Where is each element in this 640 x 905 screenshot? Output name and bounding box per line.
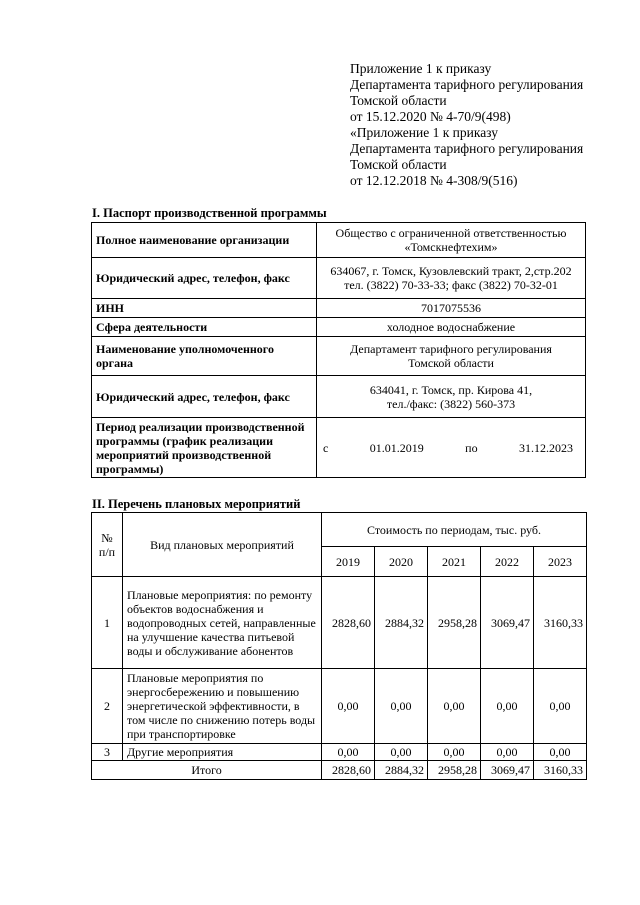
value-line: тел./факс: (3822) 560-373: [386, 396, 516, 411]
row-value: 0,00: [428, 744, 481, 761]
table-row: [92, 376, 586, 418]
row-value: 0,00: [534, 744, 587, 761]
row-label: Наименование уполномоченного органа: [92, 337, 317, 376]
header-name: Вид плановых мероприятий: [123, 513, 322, 577]
table-row: [92, 577, 587, 669]
header-year: 2020: [375, 547, 428, 577]
row-name: Другие мероприятия: [123, 744, 322, 761]
header-year: 2023: [534, 547, 587, 577]
row-value: [317, 223, 586, 258]
table-row: [92, 318, 586, 337]
header-num: № п/п: [92, 513, 123, 577]
row-label: Сфера деятельности: [92, 318, 317, 337]
header-cost: Стоимость по периодам, тыс. руб.: [322, 513, 587, 547]
row-value: 0,00: [322, 744, 375, 761]
row-value: [317, 376, 586, 418]
value-line: 634041, г. Томск, пр. Кирова 41,: [369, 382, 533, 397]
period-from-date: 01.01.2019: [369, 440, 424, 455]
total-value: 2828,60: [322, 761, 375, 780]
passport-table: [91, 222, 586, 478]
row-label: Юридический адрес, телефон, факс: [92, 258, 317, 299]
table-row: [92, 223, 586, 258]
table-row: [92, 669, 587, 744]
table-row: [92, 418, 586, 478]
header-line: от 15.12.2020 № 4-70/9(498): [350, 109, 511, 124]
row-name: Плановые мероприятия: по ремонту объектов водоснабжения и водопроводных сетей, направленные на улучшение качества питьевой воды и обслуживание абонентов: [123, 577, 322, 669]
appendix-header: [350, 61, 583, 189]
row-value: [317, 337, 586, 376]
total-value: 2884,32: [375, 761, 428, 780]
row-value: 3160,33: [534, 577, 587, 669]
header-line: от 12.12.2018 № 4-308/9(516): [350, 173, 518, 188]
row-value: холодное водоснабжение: [317, 318, 586, 337]
value-line: Томской области: [408, 356, 494, 370]
value-line: тел. (3822) 70-33-33; факс (3822) 70-32-01: [344, 278, 558, 292]
table-total-row: [92, 761, 587, 780]
header-line: Департамента тарифного регулирования: [350, 141, 584, 156]
row-value: 2828,60: [322, 577, 375, 669]
table-row: [92, 299, 586, 318]
total-value: 3160,33: [534, 761, 587, 780]
table-header-row: [92, 513, 587, 547]
row-label: Юридический адрес, телефон, факс: [92, 376, 317, 418]
row-value: 2958,28: [428, 577, 481, 669]
header-year: 2019: [322, 547, 375, 577]
total-value: 3069,47: [481, 761, 534, 780]
row-value: 3069,47: [481, 577, 534, 669]
table-row: [92, 744, 587, 761]
period-to-word: по: [465, 440, 478, 455]
section-2-title: II. Перечень плановых мероприятий: [92, 497, 301, 511]
value-line: Департамент тарифного регулирования: [350, 342, 552, 356]
period-range: [321, 441, 581, 455]
table-row: [92, 258, 586, 299]
row-value: 0,00: [428, 669, 481, 744]
row-num: 1: [92, 577, 123, 669]
period-from-word: с: [323, 440, 329, 455]
header-line: «Приложение 1 к приказу: [350, 125, 498, 140]
row-num: 2: [92, 669, 123, 744]
row-value: 0,00: [481, 669, 534, 744]
total-label: Итого: [92, 761, 322, 780]
row-value: 7017075536: [317, 299, 586, 318]
header-year: 2021: [428, 547, 481, 577]
plans-table: [91, 512, 587, 780]
row-value: 0,00: [375, 669, 428, 744]
row-num: 3: [92, 744, 123, 761]
header-line: Приложение 1 к приказу: [350, 61, 492, 76]
header-line: Департамента тарифного регулирования: [350, 77, 584, 92]
row-value: 2884,32: [375, 577, 428, 669]
total-value: 2958,28: [428, 761, 481, 780]
value-line: 634067, г. Томск, Кузовлевский тракт, 2,стр.202: [330, 264, 572, 278]
row-label: Полное наименование организации: [92, 223, 317, 258]
row-value: 0,00: [322, 669, 375, 744]
period-value: [317, 418, 586, 478]
row-value: 0,00: [481, 744, 534, 761]
value-line: «Томскнефтехим»: [404, 240, 498, 254]
row-value: [317, 258, 586, 299]
section-1-title: I. Паспорт производственной программы: [92, 206, 327, 220]
header-year: 2022: [481, 547, 534, 577]
row-name: Плановые мероприятия по энергосбережению и повышению энергетической эффективности, в том числе по снижению потерь воды при транспортировке: [123, 669, 322, 744]
header-line: Томской области: [350, 157, 447, 172]
row-value: 0,00: [534, 669, 587, 744]
row-label: ИНН: [92, 299, 317, 318]
period-to-date: 31.12.2023: [518, 440, 573, 455]
table-row: [92, 337, 586, 376]
header-line: Томской области: [350, 93, 447, 108]
row-value: 0,00: [375, 744, 428, 761]
value-line: Общество с ограниченной ответственностью: [335, 226, 567, 240]
row-label: Период реализации производственной программы (график реализации мероприятий производственной программы): [92, 418, 317, 478]
